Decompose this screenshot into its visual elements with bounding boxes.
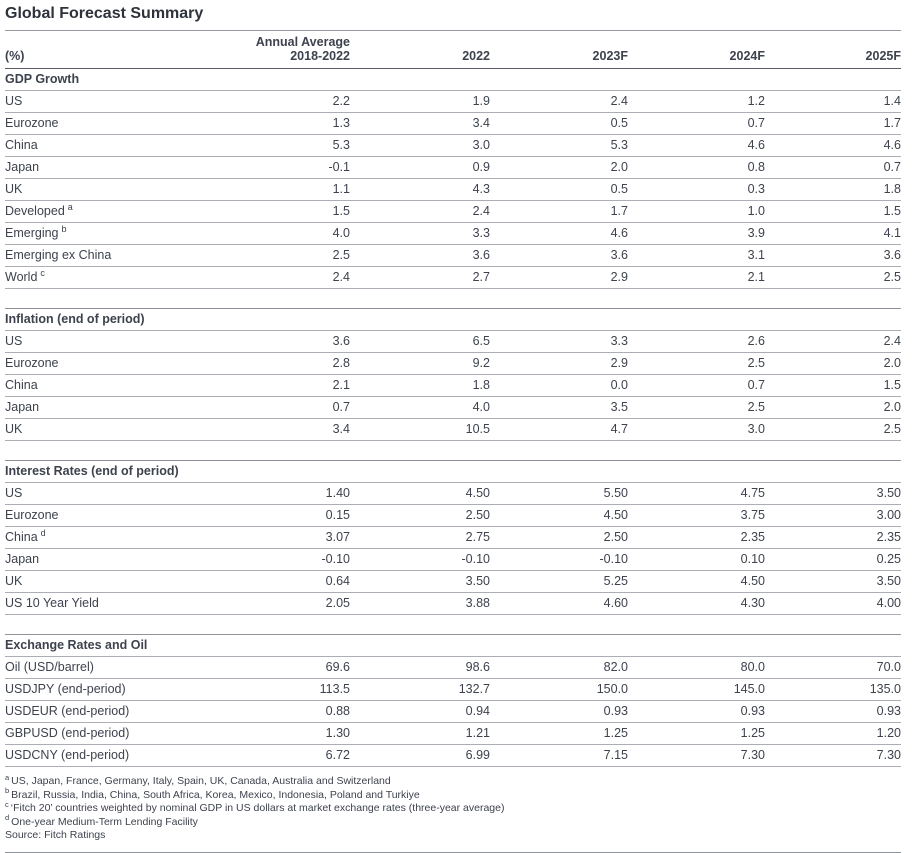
column-header-2025f: 2025F [865,49,901,63]
value-2024f: 2.1 [747,270,765,284]
value-2024f: 1.0 [747,204,765,218]
row-label [5,331,205,352]
column-header-2024f: 2024F [729,49,765,63]
value-2023f: 1.25 [603,726,628,740]
footnote-c-marker: c [5,799,9,809]
footnote-b [5,786,901,803]
table-row [5,723,901,745]
value-annual-average: 3.07 [325,530,350,544]
value-2023f: 1.7 [610,204,628,218]
value-2024f: 2.35 [740,530,765,544]
table-row [5,331,901,353]
table-row [5,679,901,701]
value-2024f: 2.5 [747,400,765,414]
row-label [5,267,205,288]
footnote-marker-c: c [40,267,45,278]
value-annual-average: 2.5 [332,248,350,262]
value-2025f: 0.7 [883,160,901,174]
footnote-a-marker: a [5,772,10,782]
value-2022: 3.50 [465,574,490,588]
page-title: Global Forecast Summary [5,5,204,22]
row-label [5,91,205,112]
annual-average-line1: Annual Average [255,35,350,49]
table-row [5,179,901,201]
value-2023f: 0.0 [610,378,628,392]
row-label-text: China [5,378,38,392]
row-label-text: Japan [5,400,40,414]
value-annual-average: 0.7 [332,400,350,414]
value-2022: 2.75 [465,530,490,544]
value-2025f: 1.5 [883,204,901,218]
value-2022: 9.2 [472,356,490,370]
section-gdp-growth [5,69,901,289]
source-line: Source: Fitch Ratings [5,829,106,841]
value-2023f: 0.5 [610,182,628,196]
row-label [5,505,205,526]
value-annual-average: 1.3 [332,116,350,130]
table-row [5,549,901,571]
value-2024f: 0.10 [740,552,765,566]
value-2024f: 0.7 [747,116,765,130]
table-row [5,397,901,419]
value-2025f: 1.8 [883,182,901,196]
value-annual-average: 5.3 [332,138,350,152]
bottom-rule [5,852,901,853]
table-row [5,353,901,375]
section-header-gdp-growth: GDP Growth [5,69,901,91]
row-label-text: Eurozone [5,356,59,370]
value-2022: 0.94 [465,704,490,718]
section-interest-rates [5,460,901,615]
value-2022: 6.5 [472,334,490,348]
footnote-marker-a: a [67,201,73,212]
annual-average-line2: 2018-2022 [290,49,350,63]
value-2022: 1.8 [472,378,490,392]
row-label-text: Eurozone [5,508,59,522]
value-2024f: 4.6 [747,138,765,152]
value-2025f: 0.25 [876,552,901,566]
row-label [5,201,205,222]
row-label-text: Eurozone [5,116,59,130]
row-label-text: USDJPY (end-period) [5,682,126,696]
section-exchange-rates-oil [5,634,901,767]
value-2023f: 4.6 [610,226,628,240]
column-header-2023f: 2023F [592,49,628,63]
row-label [5,223,205,244]
value-2024f: 145.0 [733,682,765,696]
value-2023f: 2.9 [610,270,628,284]
value-annual-average: 2.8 [332,356,350,370]
value-2022: 1.9 [472,94,490,108]
row-label-text: Oil (USD/barrel) [5,660,94,674]
row-label [5,397,205,418]
row-label [5,593,205,614]
row-label [5,135,205,156]
value-annual-average: 2.4 [332,270,350,284]
value-annual-average: 4.0 [332,226,350,240]
value-2023f: 4.50 [603,508,628,522]
value-2023f: 2.0 [610,160,628,174]
row-label-text: GBPUSD (end-period) [5,726,130,740]
value-2022: 6.99 [465,748,490,762]
value-2025f: 1.20 [876,726,901,740]
table-row [5,527,901,549]
value-2023f: 3.5 [610,400,628,414]
value-2023f: 5.50 [603,486,628,500]
row-label-text: World [5,270,38,284]
table-row [5,745,901,767]
value-2023f: 2.9 [610,356,628,370]
footnote-c [5,799,901,816]
value-2025f: 2.0 [883,356,901,370]
value-2022: 3.88 [465,596,490,610]
value-2024f: 0.3 [747,182,765,196]
value-2023f: 2.50 [603,530,628,544]
column-header-row [5,31,901,69]
value-2022: 4.3 [472,182,490,196]
value-2025f: 135.0 [869,682,901,696]
footnotes [5,772,901,843]
value-2025f: 3.00 [876,508,901,522]
value-2024f: 4.75 [740,486,765,500]
value-2024f: 4.30 [740,596,765,610]
value-annual-average: 1.5 [332,204,350,218]
row-label [5,571,205,592]
row-label-text: Japan [5,160,40,174]
value-annual-average: 1.1 [332,182,350,196]
value-2024f: 1.25 [740,726,765,740]
value-2024f: 3.1 [747,248,765,262]
value-2023f: 4.7 [610,422,628,436]
value-annual-average: -0.10 [321,552,350,566]
table-row [5,245,901,267]
value-2024f: 2.6 [747,334,765,348]
row-label-text: UK [5,422,23,436]
row-label [5,701,205,722]
value-2025f: 3.50 [876,574,901,588]
value-2022: 2.7 [472,270,490,284]
row-label [5,527,205,548]
footnote-d-text: One-year Medium-Term Lending Facility [11,815,198,828]
value-2023f: 2.4 [610,94,628,108]
row-label-text: US [5,94,23,108]
value-2022: 98.6 [465,660,490,674]
row-label [5,549,205,570]
value-2023f: 4.60 [603,596,628,610]
value-2025f: 2.4 [883,334,901,348]
row-label [5,679,205,700]
value-2023f: 0.5 [610,116,628,130]
value-annual-average: 3.6 [332,334,350,348]
value-2024f: 0.8 [747,160,765,174]
table-row [5,375,901,397]
footnote-a [5,772,901,789]
table-row [5,657,901,679]
value-2025f: 1.7 [883,116,901,130]
row-label-text: US [5,334,23,348]
column-header-annual-average [205,31,350,68]
row-label [5,745,205,766]
footnote-d-marker: d [5,813,10,822]
table-row [5,91,901,113]
value-2025f: 2.5 [883,422,901,436]
value-2025f: 1.5 [883,378,901,392]
table-row [5,701,901,723]
value-2025f: 4.1 [883,226,901,240]
value-2024f: 2.5 [747,356,765,370]
value-2022: 0.9 [472,160,490,174]
row-label [5,245,205,266]
row-label-text: Developed [5,204,65,218]
forecast-table [5,31,901,767]
row-label [5,483,205,504]
footnote-a-text: US, Japan, France, Germany, Italy, Spain, UK, Canada, Australia and Switzerland [11,775,391,787]
value-2022: 3.0 [472,138,490,152]
row-label [5,179,205,200]
value-2023f: 82.0 [603,660,628,674]
value-2022: 1.21 [465,726,490,740]
value-2022: 3.6 [472,248,490,262]
value-annual-average: 113.5 [319,682,350,696]
value-annual-average: 0.64 [325,574,350,588]
value-2025f: 2.0 [883,400,901,414]
table-row [5,571,901,593]
row-label [5,419,205,440]
value-2024f: 1.2 [747,94,765,108]
value-2024f: 3.75 [740,508,765,522]
column-header-2022: 2022 [462,49,490,63]
value-2022: 2.4 [472,204,490,218]
value-2023f: 0.93 [603,704,628,718]
table-row [5,419,901,441]
value-2023f: 7.15 [603,748,628,762]
value-2025f: 4.6 [883,138,901,152]
value-2025f: 1.4 [883,94,901,108]
value-2024f: 0.7 [747,378,765,392]
section-header-inflation: Inflation (end of period) [5,309,901,331]
footnote-b-text: Brazil, Russia, India, China, South Africa, Korea, Mexico, Indonesia, Poland and Turkiye [11,788,420,801]
value-2025f: 4.00 [876,596,901,610]
row-label [5,723,205,744]
value-2025f: 0.93 [876,704,901,718]
table-row [5,157,901,179]
value-annual-average: 2.05 [325,596,350,610]
row-label-text: USDEUR (end-period) [5,704,130,718]
value-2024f: 3.0 [747,422,765,436]
value-2022: 132.7 [458,682,490,696]
table-row [5,267,901,289]
footnote-b-marker: b [5,786,10,795]
row-label-text: China [5,530,38,544]
row-label-text: US [5,486,23,500]
value-2022: 4.50 [465,486,490,500]
row-label-text: UK [5,182,23,196]
footnote-marker-d: d [40,527,46,538]
row-label-text: Japan [5,552,40,566]
value-2025f: 70.0 [876,660,901,674]
value-2022: 10.5 [465,422,490,436]
section-inflation [5,308,901,441]
value-annual-average: 0.88 [325,704,350,718]
value-annual-average: 1.30 [325,726,350,740]
row-label [5,657,205,678]
row-label-text: USDCNY (end-period) [5,748,130,762]
value-2025f: 7.30 [876,748,901,762]
value-2023f: 5.25 [603,574,628,588]
value-2022: 2.50 [465,508,490,522]
table-row [5,483,901,505]
value-2025f: 2.5 [883,270,901,284]
value-2024f: 4.50 [740,574,765,588]
value-2023f: 3.3 [610,334,628,348]
row-label-text: Emerging [5,226,59,240]
table-row [5,135,901,157]
table-row [5,593,901,615]
footnote-c-text: ‘Fitch 20’ countries weighted by nominal GDP in US dollars at market exchange rates (three-year average) [10,802,505,814]
row-label-text: US 10 Year Yield [5,596,99,610]
table-row [5,505,901,527]
section-header-interest-rates: Interest Rates (end of period) [5,461,901,483]
value-annual-average: -0.1 [328,160,350,174]
value-2023f: 3.6 [610,248,628,262]
unit-label: (%) [5,49,25,63]
value-2024f: 0.93 [740,704,765,718]
table-row [5,113,901,135]
value-2023f: -0.10 [599,552,628,566]
row-label [5,353,205,374]
value-annual-average: 2.2 [332,94,350,108]
section-header-exchange-rates-oil: Exchange Rates and Oil [5,635,901,657]
row-label [5,375,205,396]
row-label-text: China [5,138,38,152]
value-annual-average: 3.4 [332,422,350,436]
value-2025f: 3.6 [883,248,901,262]
value-annual-average: 2.1 [332,378,350,392]
footnote-d [5,813,901,830]
row-label [5,113,205,134]
value-annual-average: 0.15 [325,508,350,522]
value-2024f: 7.30 [740,748,765,762]
value-2025f: 2.35 [876,530,901,544]
footnote-marker-b: b [61,223,67,234]
value-2023f: 5.3 [610,138,628,152]
value-annual-average: 69.6 [325,660,350,674]
table-row [5,223,901,245]
table-row [5,201,901,223]
value-2024f: 3.9 [747,226,765,240]
value-annual-average: 1.40 [325,486,350,500]
value-2022: 4.0 [472,400,490,414]
value-2022: -0.10 [461,552,490,566]
value-2022: 3.3 [472,226,490,240]
row-label [5,157,205,178]
row-label-text: UK [5,574,23,588]
value-2022: 3.4 [472,116,490,130]
value-2024f: 80.0 [740,660,765,674]
value-annual-average: 6.72 [325,748,350,762]
row-label-text: Emerging ex China [5,248,112,262]
value-2023f: 150.0 [596,682,628,696]
value-2025f: 3.50 [876,486,901,500]
